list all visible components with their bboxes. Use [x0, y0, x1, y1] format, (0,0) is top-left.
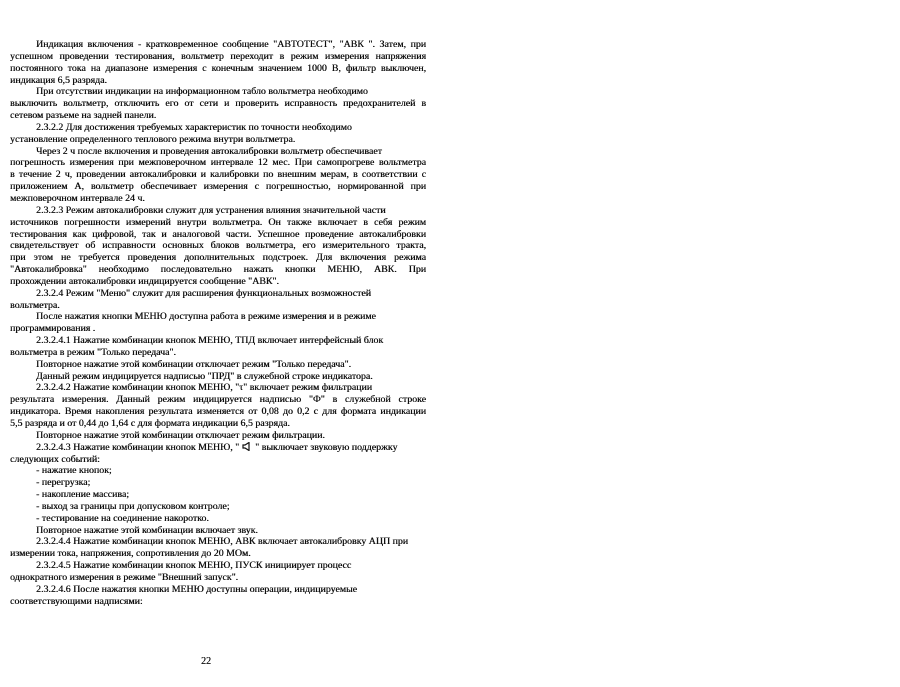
text-line [10, 382, 426, 394]
line-text: источников погрешности измерений внутри вольтметра. Он также включает в себя режим [10, 216, 426, 228]
line-text: при этом не требуется проведения дополнительных подстроек. Для включения режима [10, 252, 426, 264]
list-item [10, 465, 426, 477]
text-line [10, 276, 426, 288]
text-line [10, 157, 426, 169]
text-line [10, 217, 426, 229]
text-line [10, 335, 426, 347]
text-line [10, 264, 426, 276]
text-line [10, 98, 426, 110]
text-line [10, 86, 426, 98]
line-text: - выход за границы при допусковом контроле; [36, 500, 230, 512]
list-item [10, 489, 426, 501]
line-text: Повторное нажатие этой комбинации отключает режим фильтрации. [36, 429, 325, 441]
text-line [10, 596, 426, 608]
line-text: 5,5 разряда и от 0,44 до 1,64 с для формата индикации 6,5 разряда. [10, 418, 290, 429]
text-line [10, 110, 426, 122]
line-text: приложением А, вольтметр обеспечивает измерения с погрешностью, нормированной при [10, 181, 426, 193]
line-text: - накопление массива; [36, 489, 129, 501]
text-line [10, 39, 426, 51]
line-text: индикация 6,5 разряда. [10, 74, 107, 86]
line-text: постоянного тока на диапазоне измерения с конечным значением 1000 В, фильтр выключен, [10, 62, 426, 74]
text-line [10, 560, 426, 572]
text-line [10, 169, 426, 181]
text-line [10, 63, 426, 75]
line-text: - перегрузка; [36, 477, 91, 489]
text-line [10, 442, 426, 454]
text-line [10, 394, 426, 406]
line-text: вольтметра. [10, 299, 60, 311]
line-text: однократного измерения в режиме "Внешний запуск". [10, 571, 239, 583]
text-line [10, 548, 426, 560]
line-text: "Автокалибровка" необходимо последовательно нажать кнопки МЕНЮ, АВК. При [10, 264, 426, 276]
line-text: выключить вольтметр, отключить его от сети и проверить исправность предохранителей в [10, 98, 426, 110]
text-line [10, 240, 426, 252]
line-text: успешном проведении тестирования, вольтметр переходит в режим измерения напряжения [10, 50, 426, 62]
line-text: измерении тока, напряжения, сопротивления до 20 МОм. [10, 548, 251, 560]
line-text: в течение 2 ч, проведении автокалибровки и калибровки по внешним мерам, в соответствии с [10, 169, 426, 181]
line-text: - нажатие кнопок; [36, 465, 112, 477]
line-text: установление определенного теплового режима внутри вольтметра. [10, 133, 296, 145]
line-text: следующих событий: [10, 453, 100, 465]
line-text: погрешность измерения при межповерочном интервале 12 мес. При самопрогреве вольтметра [10, 157, 426, 169]
text-line [10, 181, 426, 193]
text-line [10, 122, 426, 134]
line-text: 2.3.2.4 Режим "Меню" служит для расширения функциональных возможностей [36, 287, 371, 299]
text-line [10, 371, 426, 383]
line-text: Повторное нажатие этой комбинации отключает режим "Только передача". [36, 358, 352, 370]
text-line [10, 418, 426, 430]
line-text: соответствующими надписями: [10, 595, 143, 607]
line-text: 2.3.2.4.1 Нажатие комбинации кнопок МЕНЮ, ТПД включает интерфейсный блок [36, 335, 384, 347]
line-text: свидетельствует об исправности основных блоков вольтметра, его измерительного тракта, [10, 240, 426, 252]
text-line [10, 311, 426, 323]
speaker-icon [242, 442, 252, 451]
text-line [10, 406, 426, 418]
page-number: 22 [201, 656, 211, 667]
line-text: - тестирование на соединение накоротко. [36, 512, 209, 524]
line-text: 2.3.2.4.6 После нажатия кнопки МЕНЮ доступны операции, индицируемые [36, 583, 357, 595]
line-text: тестирования как цифровой, так и аналоговой части. Успешное проведение автокалибровки [10, 228, 426, 240]
text-line [10, 359, 426, 371]
text-line [10, 146, 426, 158]
line-text: 2.3.2.4.5 Нажатие комбинации кнопок МЕНЮ, ПУСК инициирует процесс [36, 560, 352, 572]
line-text: Индикация включения - кратковременное сообщение "АВТОТЕСТ", "АВК ". Затем, при [36, 39, 426, 50]
text-line [10, 323, 426, 335]
text-line [10, 347, 426, 359]
line-text: результата измерения. Данный режим индицируется надписью "Ф" в служебной строке [10, 394, 426, 406]
line-text: прохождении автокалибровки индицируется сообщение "АВК". [10, 275, 279, 287]
line-text: Повторное нажатие этой комбинации включает звук. [36, 524, 258, 536]
line-text: межповерочном интервале 24 ч. [10, 192, 145, 204]
text-line [10, 193, 426, 205]
text-line [10, 584, 426, 596]
text-line [10, 252, 426, 264]
text-line [10, 300, 426, 312]
line-text: Данный режим индицируется надписью "ПРД" в служебной строке индикатора. [36, 370, 373, 382]
line-text: Через 2 ч после включения и проведения автокалибровки вольтметр обеспечивает [36, 145, 382, 157]
text-line [10, 134, 426, 146]
line-text-continued: " выключает звуковую поддержку [255, 441, 398, 453]
text-line [10, 51, 426, 63]
text-line [10, 572, 426, 584]
line-text: сетевом разъеме на задней панели. [10, 110, 157, 122]
text-line [10, 525, 426, 537]
line-text: 2.3.2.4.3 Нажатие комбинации кнопок МЕНЮ, " [36, 441, 240, 453]
line-text: 2.3.2.2 Для достижения требуемых характеристик по точности необходимо [36, 121, 352, 133]
text-line [10, 536, 426, 548]
text-line [10, 288, 426, 300]
list-item [10, 513, 426, 525]
line-text: индикатора. Время накопления результата изменяется от 0,08 до 0,2 с для формата индикации [10, 406, 426, 418]
line-text: 2.3.2.3 Режим автокалибровки служит для устранения влияния значительной части [36, 204, 386, 216]
line-text: программирования . [10, 323, 96, 335]
document-body [10, 39, 426, 608]
line-text: 2.3.2.4.2 Нажатие комбинации кнопок МЕНЮ, "τ" включает режим фильтрации [36, 382, 372, 394]
line-text: вольтметра в режим "Только передача". [10, 346, 176, 358]
text-line [10, 75, 426, 87]
text-line [10, 229, 426, 241]
text-line [10, 430, 426, 442]
text-line [10, 205, 426, 217]
line-text: При отсутствии индикации на информационном табло вольтметра необходимо [36, 86, 368, 98]
line-text: После нажатия кнопки МЕНЮ доступна работа в режиме измерения и в режиме [36, 311, 376, 323]
list-item [10, 477, 426, 489]
list-item [10, 501, 426, 513]
line-text: 2.3.2.4.4 Нажатие комбинации кнопок МЕНЮ, АВК включает автокалибровку АЦП при [36, 536, 409, 548]
text-line [10, 454, 426, 466]
